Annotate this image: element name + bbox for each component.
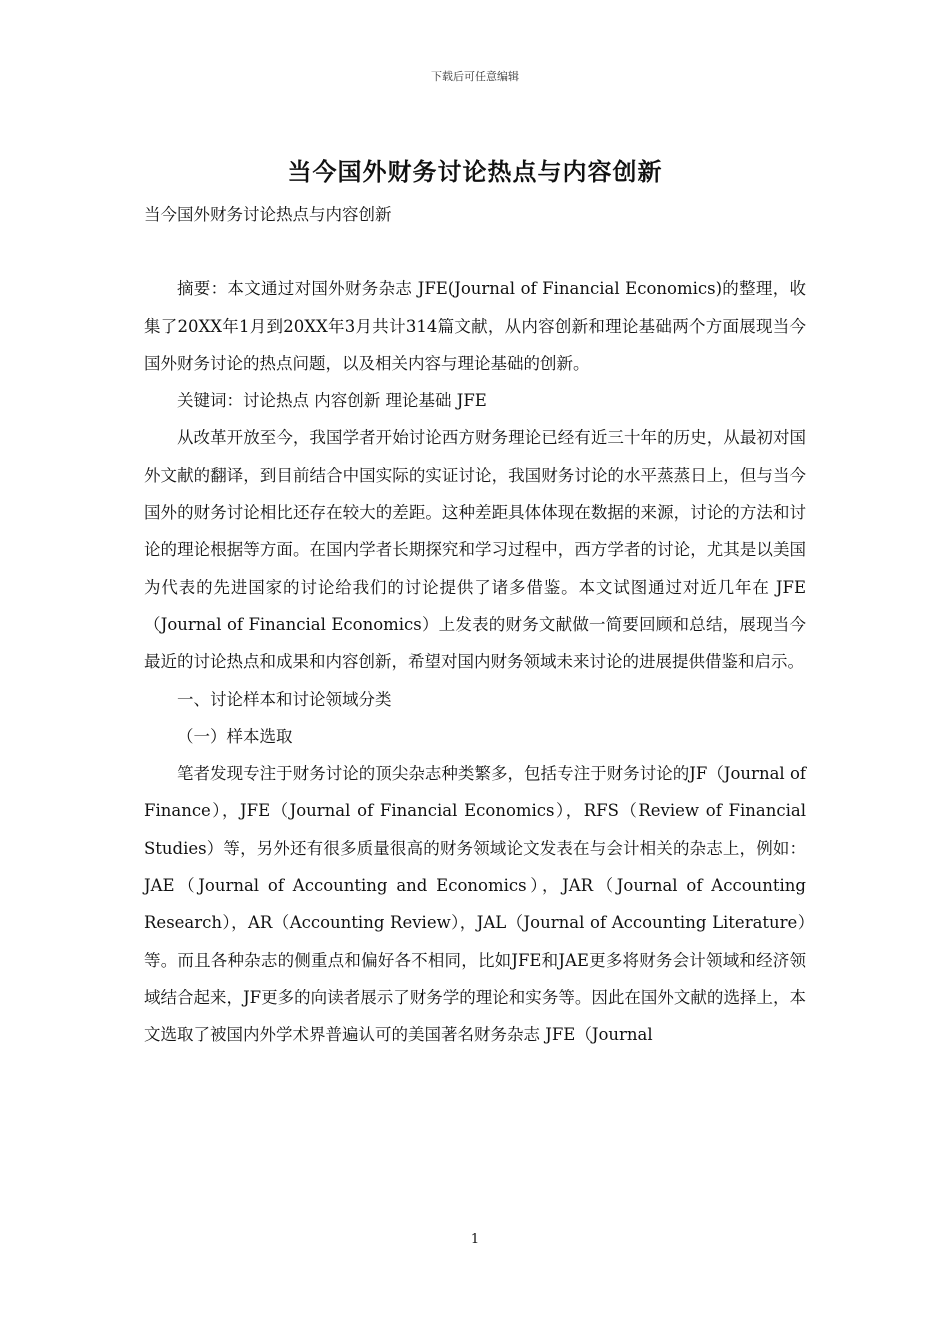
section-heading: 一、讨论样本和讨论领域分类 <box>177 689 392 709</box>
keywords-paragraph: 关键词：讨论热点 内容创新 理论基础 JFE <box>177 391 487 411</box>
page-header-note: 下载后可任意编辑 <box>431 70 519 83</box>
abstract-paragraph: 摘要：本文通过对国外财务杂志 JFE(Journal of Financial Economics)的整理，收集了20XX年1月到20XX年3月共计314篇文献，从内容创新和理论基础两个方面展现当今国外财务讨论的热点问题，以及相关内容与理论基础的创新。 <box>144 279 806 373</box>
sample-paragraph: 笔者发现专注于财务讨论的顶尖杂志种类繁多，包括专注于财务讨论的JF（Journal of Finance），JFE（Journal of Financial Economics），RFS（Review of Financial Studies）等，另外还有很多质量很高的财务领域论文发表在与会计相关的杂志上，例如：JAE（Journal of Accounting and Economics），JAR（Journal of Accounting Research），AR（Accounting Review），JAL（Journal of Accounting Literature）等。而且各种杂志的侧重点和偏好各不相同，比如JFE和JAE更多将财务会计领域和经济领域结合起来，JF更多的向读者展示了财务学的理论和实务等。因此在国外文献的选择上，本文选取了被国内外学术界普遍认可的美国著名财务杂志 JFE（Journal <box>144 764 806 1045</box>
document-body <box>144 196 806 1054</box>
document-title: 当今国外财务讨论热点与内容创新 <box>287 157 663 186</box>
subsection-heading: （一）样本选取 <box>177 726 293 746</box>
intro-paragraph: 从改革开放至今，我国学者开始讨论西方财务理论已经有近三十年的历史，从最初对国外文献的翻译，到目前结合中国实际的实证讨论，我国财务讨论的水平蒸蒸日上，但与当今国外的财务讨论相比还存在较大的差距。这种差距具体体现在数据的来源，讨论的方法和讨论的理论根据等方面。在国内学者长期探究和学习过程中，西方学者的讨论，尤其是以美国为代表的先进国家的讨论给我们的讨论提供了诸多借鉴。本文试图通过对近几年在 JFE（Journal of Financial Economics）上发表的财务文献做一简要回顾和总结，展现当今最近的讨论热点和成果和内容创新，希望对国内财务领域未来讨论的进展提供借鉴和启示。 <box>144 428 806 672</box>
document-subtitle: 当今国外财务讨论热点与内容创新 <box>144 205 392 224</box>
page-number: 1 <box>470 1232 480 1247</box>
blank-line <box>144 233 806 270</box>
